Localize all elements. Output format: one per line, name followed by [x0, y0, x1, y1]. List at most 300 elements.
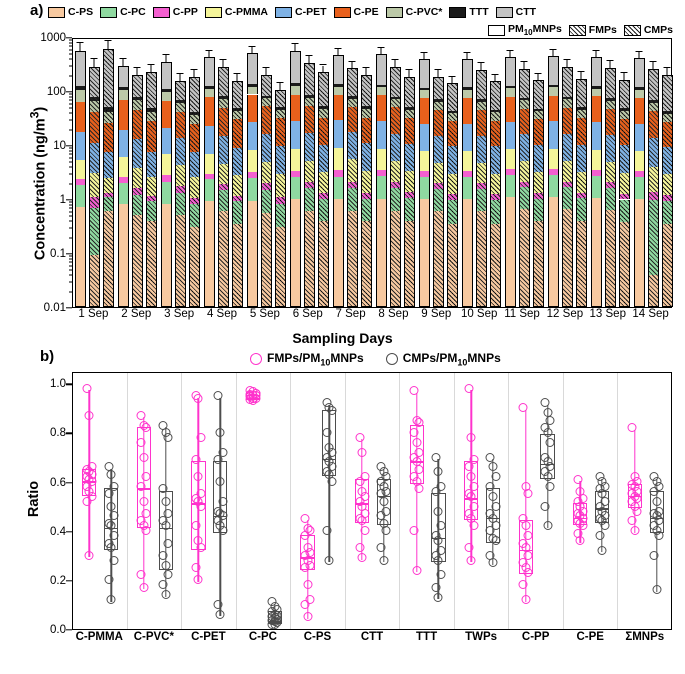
error-bar: [194, 70, 195, 77]
box-cmps: [650, 373, 664, 629]
bar-segment-c-pet: [462, 124, 473, 151]
bar-segment-ctt: [175, 81, 186, 100]
bar-segment-c-pc: [333, 177, 344, 199]
bar-segment-c-pp: [433, 183, 444, 189]
bar-segment-c-pe: [404, 118, 415, 144]
legend-swatch-icon: [334, 7, 351, 18]
bar-segment-c-pc: [533, 199, 544, 221]
data-point: [431, 583, 440, 592]
bar-cmps: [576, 39, 587, 307]
bar-segment-c-pc: [218, 190, 229, 211]
bar-cmps: [447, 39, 458, 307]
data-point: [488, 462, 497, 471]
legend-label: TTT: [469, 6, 489, 18]
data-point: [216, 610, 225, 619]
bar-segment-c-pet: [103, 152, 114, 178]
error-bar-cap: [306, 55, 313, 56]
bar-segment-c-pp: [347, 182, 358, 188]
bar-segment-c-pc: [634, 177, 645, 199]
bar-segment-c-pp: [419, 171, 430, 177]
legend-swatch-icon: [449, 7, 466, 18]
bar-segment-c-ps: [118, 204, 129, 307]
bar-segment-c-pet: [189, 152, 200, 177]
bar-segment-c-pp: [204, 174, 215, 179]
bar-segment-c-pet: [146, 152, 157, 177]
box-cmps: [540, 373, 554, 629]
panel-b-box-plot: [0, 348, 685, 674]
bar-segment-ttt: [189, 112, 200, 115]
legend-label: $PM_{10}MNPs$: [507, 22, 562, 38]
error-bar: [295, 44, 296, 50]
x-tick-label: CTT: [360, 631, 384, 643]
bar-segment-c-ps: [419, 199, 430, 307]
bar-segment-c-pc: [318, 199, 329, 220]
bar-segment-ttt: [290, 83, 301, 86]
bar-segment-ctt: [533, 80, 544, 108]
bar-segment-c-pmma: [333, 148, 344, 171]
bar-segment-ttt: [419, 88, 430, 91]
data-point: [218, 497, 227, 506]
data-point: [358, 516, 367, 525]
x-tick-label: 13 Sep: [589, 308, 626, 320]
bar-segment-c-ps: [89, 255, 100, 307]
bar-segment-c-ps: [505, 197, 516, 307]
bar-segment-c-pvc-: [75, 90, 86, 102]
bar-segment-c-pet: [75, 132, 86, 160]
bar-segment-ctt: [204, 57, 215, 86]
bar-segment-c-pvc-: [376, 87, 387, 95]
bar-segment-c-pvc-: [275, 110, 286, 118]
bar-segment-c-pe: [462, 98, 473, 124]
bar-pm10mnps: [548, 39, 559, 307]
data-point: [300, 531, 309, 540]
bar-segment-c-pe: [204, 97, 215, 126]
x-tick-label: 8 Sep: [378, 308, 409, 320]
error-bar: [639, 52, 640, 58]
bar-segment-c-ps: [533, 221, 544, 308]
data-point: [107, 543, 116, 552]
data-point: [137, 482, 146, 491]
bar-segment-c-pp: [447, 194, 458, 200]
data-point: [633, 507, 642, 516]
bar-segment-c-ps: [476, 211, 487, 307]
bar-segment-ctt: [232, 81, 243, 108]
bar-segment-c-pp: [261, 183, 272, 190]
panel-b-legend: [250, 350, 680, 368]
error-bar: [252, 47, 253, 53]
bar-segment-c-pmma: [161, 154, 172, 175]
bar-segment-c-pe: [619, 119, 630, 145]
data-point: [652, 497, 661, 506]
data-point: [327, 406, 336, 415]
bar-segment-c-pmma: [146, 177, 157, 196]
bar-group-3-sep: [159, 39, 202, 307]
data-point: [355, 543, 364, 552]
bar-segment-ctt: [318, 72, 329, 106]
panel-a-tag: a): [30, 2, 44, 19]
bar-segment-c-ps: [75, 207, 86, 307]
error-bar: [409, 70, 410, 77]
bar-segment-ttt: [662, 111, 673, 114]
data-point: [109, 556, 118, 565]
data-point: [248, 394, 257, 403]
bar-segment-c-ps: [376, 199, 387, 307]
error-bar: [653, 62, 654, 69]
data-point: [655, 531, 664, 540]
error-bar-cap: [621, 72, 628, 73]
data-point: [519, 403, 528, 412]
bar-segment-c-pc: [447, 200, 458, 223]
data-point: [194, 575, 203, 584]
error-bar-cap: [206, 50, 213, 51]
error-bar-cap: [292, 43, 299, 44]
data-point: [213, 455, 222, 464]
data-point: [85, 411, 94, 420]
bar-segment-c-pmma: [175, 165, 186, 186]
bar-segment-c-pp: [89, 197, 100, 208]
data-point: [164, 539, 173, 548]
bar-segment-c-pe: [591, 96, 602, 122]
bar-pm10mnps: [161, 39, 172, 307]
data-point: [142, 526, 151, 535]
bar-segment-c-pe: [318, 118, 329, 145]
bar-segment-c-pc: [361, 199, 372, 220]
data-point: [194, 472, 203, 481]
error-bar-cap: [535, 73, 542, 74]
error-bar-cap: [220, 59, 227, 60]
data-point: [355, 477, 364, 486]
bar-segment-c-pet: [333, 120, 344, 148]
bar-segment-c-pmma: [433, 163, 444, 183]
bar-segment-ctt: [662, 75, 673, 111]
bar-fmps: [132, 39, 143, 307]
bar-segment-c-pe: [161, 101, 172, 128]
box-fmps: [355, 373, 369, 629]
bar-segment-c-pp: [247, 172, 258, 179]
bar-segment-c-ps: [318, 221, 329, 308]
error-bar-cap: [105, 40, 112, 41]
bar-segment-ctt: [648, 69, 659, 100]
bar-segment-c-pe: [75, 102, 86, 132]
data-point: [213, 600, 222, 609]
bar-segment-ttt: [247, 84, 258, 87]
data-point: [196, 543, 205, 552]
error-bar: [209, 51, 210, 57]
bar-segment-ttt: [118, 87, 129, 90]
bar-segment-ctt: [519, 69, 530, 98]
bar-segment-c-pmma: [75, 160, 86, 180]
bar-segment-c-pmma: [605, 162, 616, 183]
error-bar: [495, 75, 496, 82]
error-bar: [108, 41, 109, 49]
bar-segment-c-pp: [619, 194, 630, 200]
bar-segment-c-pp: [548, 169, 559, 175]
bar-segment-c-pvc-: [232, 111, 243, 120]
bar-segment-ctt: [333, 55, 344, 84]
error-bar: [366, 68, 367, 75]
bar-pm10mnps: [118, 39, 129, 307]
bar-segment-ctt: [161, 62, 172, 89]
error-bar-cap: [593, 50, 600, 51]
legend-label: C-PP: [172, 6, 198, 18]
panel-b-tag: b): [40, 348, 55, 365]
bar-segment-c-pmma: [304, 161, 315, 182]
bar-segment-c-pvc-: [591, 89, 602, 97]
bar-segment-ttt: [390, 97, 401, 100]
box-fmps: [410, 373, 424, 629]
error-bar: [94, 59, 95, 67]
legend-label: C-PMMA: [224, 6, 269, 18]
bar-segment-ttt: [89, 97, 100, 101]
bar-segment-c-ps: [304, 211, 315, 307]
data-point: [164, 570, 173, 579]
bar-segment-c-pvc-: [189, 115, 200, 124]
x-tick-label: C-PC: [248, 631, 277, 643]
box-fmps: [191, 373, 205, 629]
bar-segment-c-pc: [619, 200, 630, 222]
bar-group-12-sep: [546, 39, 589, 307]
data-point: [524, 489, 533, 498]
legend-item-ctt: [496, 6, 536, 18]
data-point: [161, 497, 170, 506]
bar-fmps: [648, 39, 659, 307]
box-cmps: [213, 373, 227, 629]
bar-segment-ctt: [562, 67, 573, 97]
x-tick-label: ΣMNPs: [625, 631, 665, 643]
error-bar-cap: [521, 61, 528, 62]
error-bar-cap: [349, 61, 356, 62]
bar-segment-c-pc: [247, 178, 258, 201]
bar-segment-c-pvc-: [533, 111, 544, 119]
data-point: [464, 384, 473, 393]
bar-segment-c-pet: [232, 148, 243, 175]
data-point: [191, 521, 200, 530]
legend-swatch-icon: [488, 25, 505, 36]
data-point: [488, 558, 497, 567]
bar-fmps: [562, 39, 573, 307]
bar-cmps: [361, 39, 372, 307]
bar-segment-c-pmma: [490, 174, 501, 194]
data-point: [300, 514, 309, 523]
bar-segment-ttt: [562, 97, 573, 100]
panel-b-y-axis: [0, 372, 72, 636]
bar-segment-c-pet: [347, 132, 358, 159]
bar-segment-c-pc: [591, 176, 602, 198]
bar-segment-c-pc: [89, 208, 100, 256]
error-bar: [596, 51, 597, 57]
legend-swatch-icon: [205, 7, 222, 18]
bar-segment-c-pp: [218, 184, 229, 190]
box-group-c-pp: [509, 373, 564, 629]
bar-segment-c-pe: [361, 118, 372, 143]
legend-swatch-icon: [624, 25, 641, 36]
bar-segment-c-pp: [562, 182, 573, 188]
bar-segment-c-pmma: [505, 149, 516, 170]
bar-segment-c-pp: [505, 169, 516, 175]
panel-a-legend: [48, 4, 680, 38]
bar-cmps: [232, 39, 243, 307]
bar-segment-c-pvc-: [218, 99, 229, 107]
x-tick-label: 7 Sep: [335, 308, 366, 320]
bar-segment-ttt: [376, 85, 387, 88]
legend-item-cmps-pm: [386, 351, 501, 367]
error-bar-cap: [435, 69, 442, 70]
data-point: [464, 462, 473, 471]
legend-circle-icon: [386, 353, 398, 365]
bar-group-7-sep: [331, 39, 374, 307]
error-bar: [395, 60, 396, 67]
data-point: [431, 487, 440, 496]
bar-segment-c-pe: [648, 111, 659, 138]
bar-group-8-sep: [374, 39, 417, 307]
bar-fmps: [519, 39, 530, 307]
bar-segment-c-pe: [275, 118, 286, 146]
bar-segment-c-pet: [562, 134, 573, 161]
x-tick-label: C-PP: [521, 631, 550, 643]
error-bar: [438, 70, 439, 77]
y-tick-label: 0.1: [50, 248, 66, 260]
bar-segment-c-pvc-: [261, 98, 272, 106]
bar-segment-c-pvc-: [605, 101, 616, 109]
bar-segment-c-pet: [634, 124, 645, 151]
bar-segment-c-pp: [290, 171, 301, 177]
legend-circle-icon: [250, 353, 262, 365]
box-cmps: [159, 373, 173, 629]
bar-segment-ttt: [218, 96, 229, 99]
box-group-c-ps: [291, 373, 346, 629]
bar-group-11-sep: [503, 39, 546, 307]
data-point: [521, 595, 530, 604]
box-group-ttt: [400, 373, 455, 629]
bar-segment-c-pc: [132, 195, 143, 216]
bar-segment-c-pp: [376, 170, 387, 176]
bar-segment-ttt: [75, 86, 86, 90]
bar-segment-c-pmma: [376, 149, 387, 170]
bar-segment-ctt: [146, 72, 157, 108]
bar-segment-c-pmma: [204, 154, 215, 174]
bar-segment-c-pet: [548, 121, 559, 148]
bar-segment-ttt: [519, 98, 530, 101]
legend-swatch-icon: [275, 7, 292, 18]
x-tick-label: 12 Sep: [546, 308, 584, 320]
bar-segment-ctt: [261, 75, 272, 96]
data-point: [191, 455, 200, 464]
bar-segment-c-pe: [419, 98, 430, 123]
bar-cmps: [275, 39, 286, 307]
y-axis-label-text: Concentration (ng/m: [32, 118, 49, 261]
bar-segment-ctt: [605, 68, 616, 98]
bar-segment-ctt: [218, 67, 229, 97]
bar-segment-c-ps: [132, 215, 143, 307]
bar-segment-c-pp: [132, 188, 143, 195]
data-point: [434, 536, 443, 545]
bar-cmps: [318, 39, 329, 307]
data-point: [196, 433, 205, 442]
error-bar-cap: [234, 73, 241, 74]
legend-row-fractions: [48, 22, 680, 38]
bar-segment-c-pmma: [275, 174, 286, 197]
bar-segment-c-pc: [161, 182, 172, 205]
bar-segment-ttt: [619, 108, 630, 111]
legend-item-fmps: [569, 24, 617, 36]
bar-pm10mnps: [75, 39, 86, 307]
error-bar: [237, 74, 238, 81]
data-point: [543, 521, 552, 530]
legend-label: C-PC: [120, 6, 146, 18]
bar-segment-ttt: [361, 106, 372, 109]
bar-segment-ctt: [505, 57, 516, 86]
error-bar: [280, 83, 281, 90]
legend-item-cmps: [624, 24, 673, 36]
panel-b-y-axis-label: Ratio: [26, 480, 42, 518]
bar-segment-c-pc: [75, 185, 86, 207]
y-tick-label: 0.0: [50, 624, 66, 636]
legend-item-c-pp: [153, 6, 198, 18]
bar-segment-ttt: [347, 96, 358, 99]
error-bar: [123, 59, 124, 66]
bar-segment-c-ps: [361, 221, 372, 308]
bar-segment-c-pc: [304, 188, 315, 211]
bar-segment-ctt: [576, 79, 587, 108]
error-bar-cap: [120, 58, 127, 59]
bar-segment-ttt: [576, 107, 587, 110]
box-fmps: [137, 373, 151, 629]
bar-fmps: [390, 39, 401, 307]
data-point: [546, 482, 555, 491]
error-bar: [481, 63, 482, 70]
bar-segment-c-pet: [505, 122, 516, 149]
data-point: [467, 433, 476, 442]
box-group-ctt: [346, 373, 401, 629]
bar-segment-c-ps: [519, 209, 530, 307]
data-point: [161, 590, 170, 599]
x-tick-label: 4 Sep: [206, 308, 238, 320]
bar-segment-ctt: [118, 66, 129, 87]
bar-segment-c-pvc-: [576, 110, 587, 118]
bar-segment-c-pet: [261, 134, 272, 161]
bar-segment-c-pvc-: [476, 102, 487, 110]
bar-segment-c-pp: [333, 170, 344, 176]
data-point: [159, 551, 168, 560]
bar-fmps: [433, 39, 444, 307]
legend-item-c-pc: [100, 6, 146, 18]
data-point: [270, 620, 279, 629]
bar-fmps: [218, 39, 229, 307]
bar-segment-ctt: [290, 51, 301, 84]
bar-segment-c-ps: [189, 227, 200, 307]
data-point: [628, 516, 637, 525]
bar-segment-c-pmma: [533, 172, 544, 192]
data-point: [598, 546, 607, 555]
bar-segment-c-pet: [304, 133, 315, 162]
bar-segment-ttt: [462, 87, 473, 90]
data-point: [322, 428, 331, 437]
bar-segment-c-pe: [376, 95, 387, 121]
data-point: [196, 502, 205, 511]
bar-segment-ttt: [591, 86, 602, 89]
bar-segment-c-ps: [347, 211, 358, 307]
bar-segment-c-pmma: [591, 150, 602, 171]
bar-segment-ctt: [548, 56, 559, 85]
data-point: [213, 391, 222, 400]
data-point: [377, 543, 386, 552]
bar-segment-c-pp: [118, 177, 129, 183]
data-point: [540, 502, 549, 511]
legend-item-pm10mnps: [488, 23, 562, 37]
data-point: [434, 467, 443, 476]
x-tick-label: 10 Sep: [460, 308, 498, 320]
bar-segment-c-pet: [290, 121, 301, 149]
